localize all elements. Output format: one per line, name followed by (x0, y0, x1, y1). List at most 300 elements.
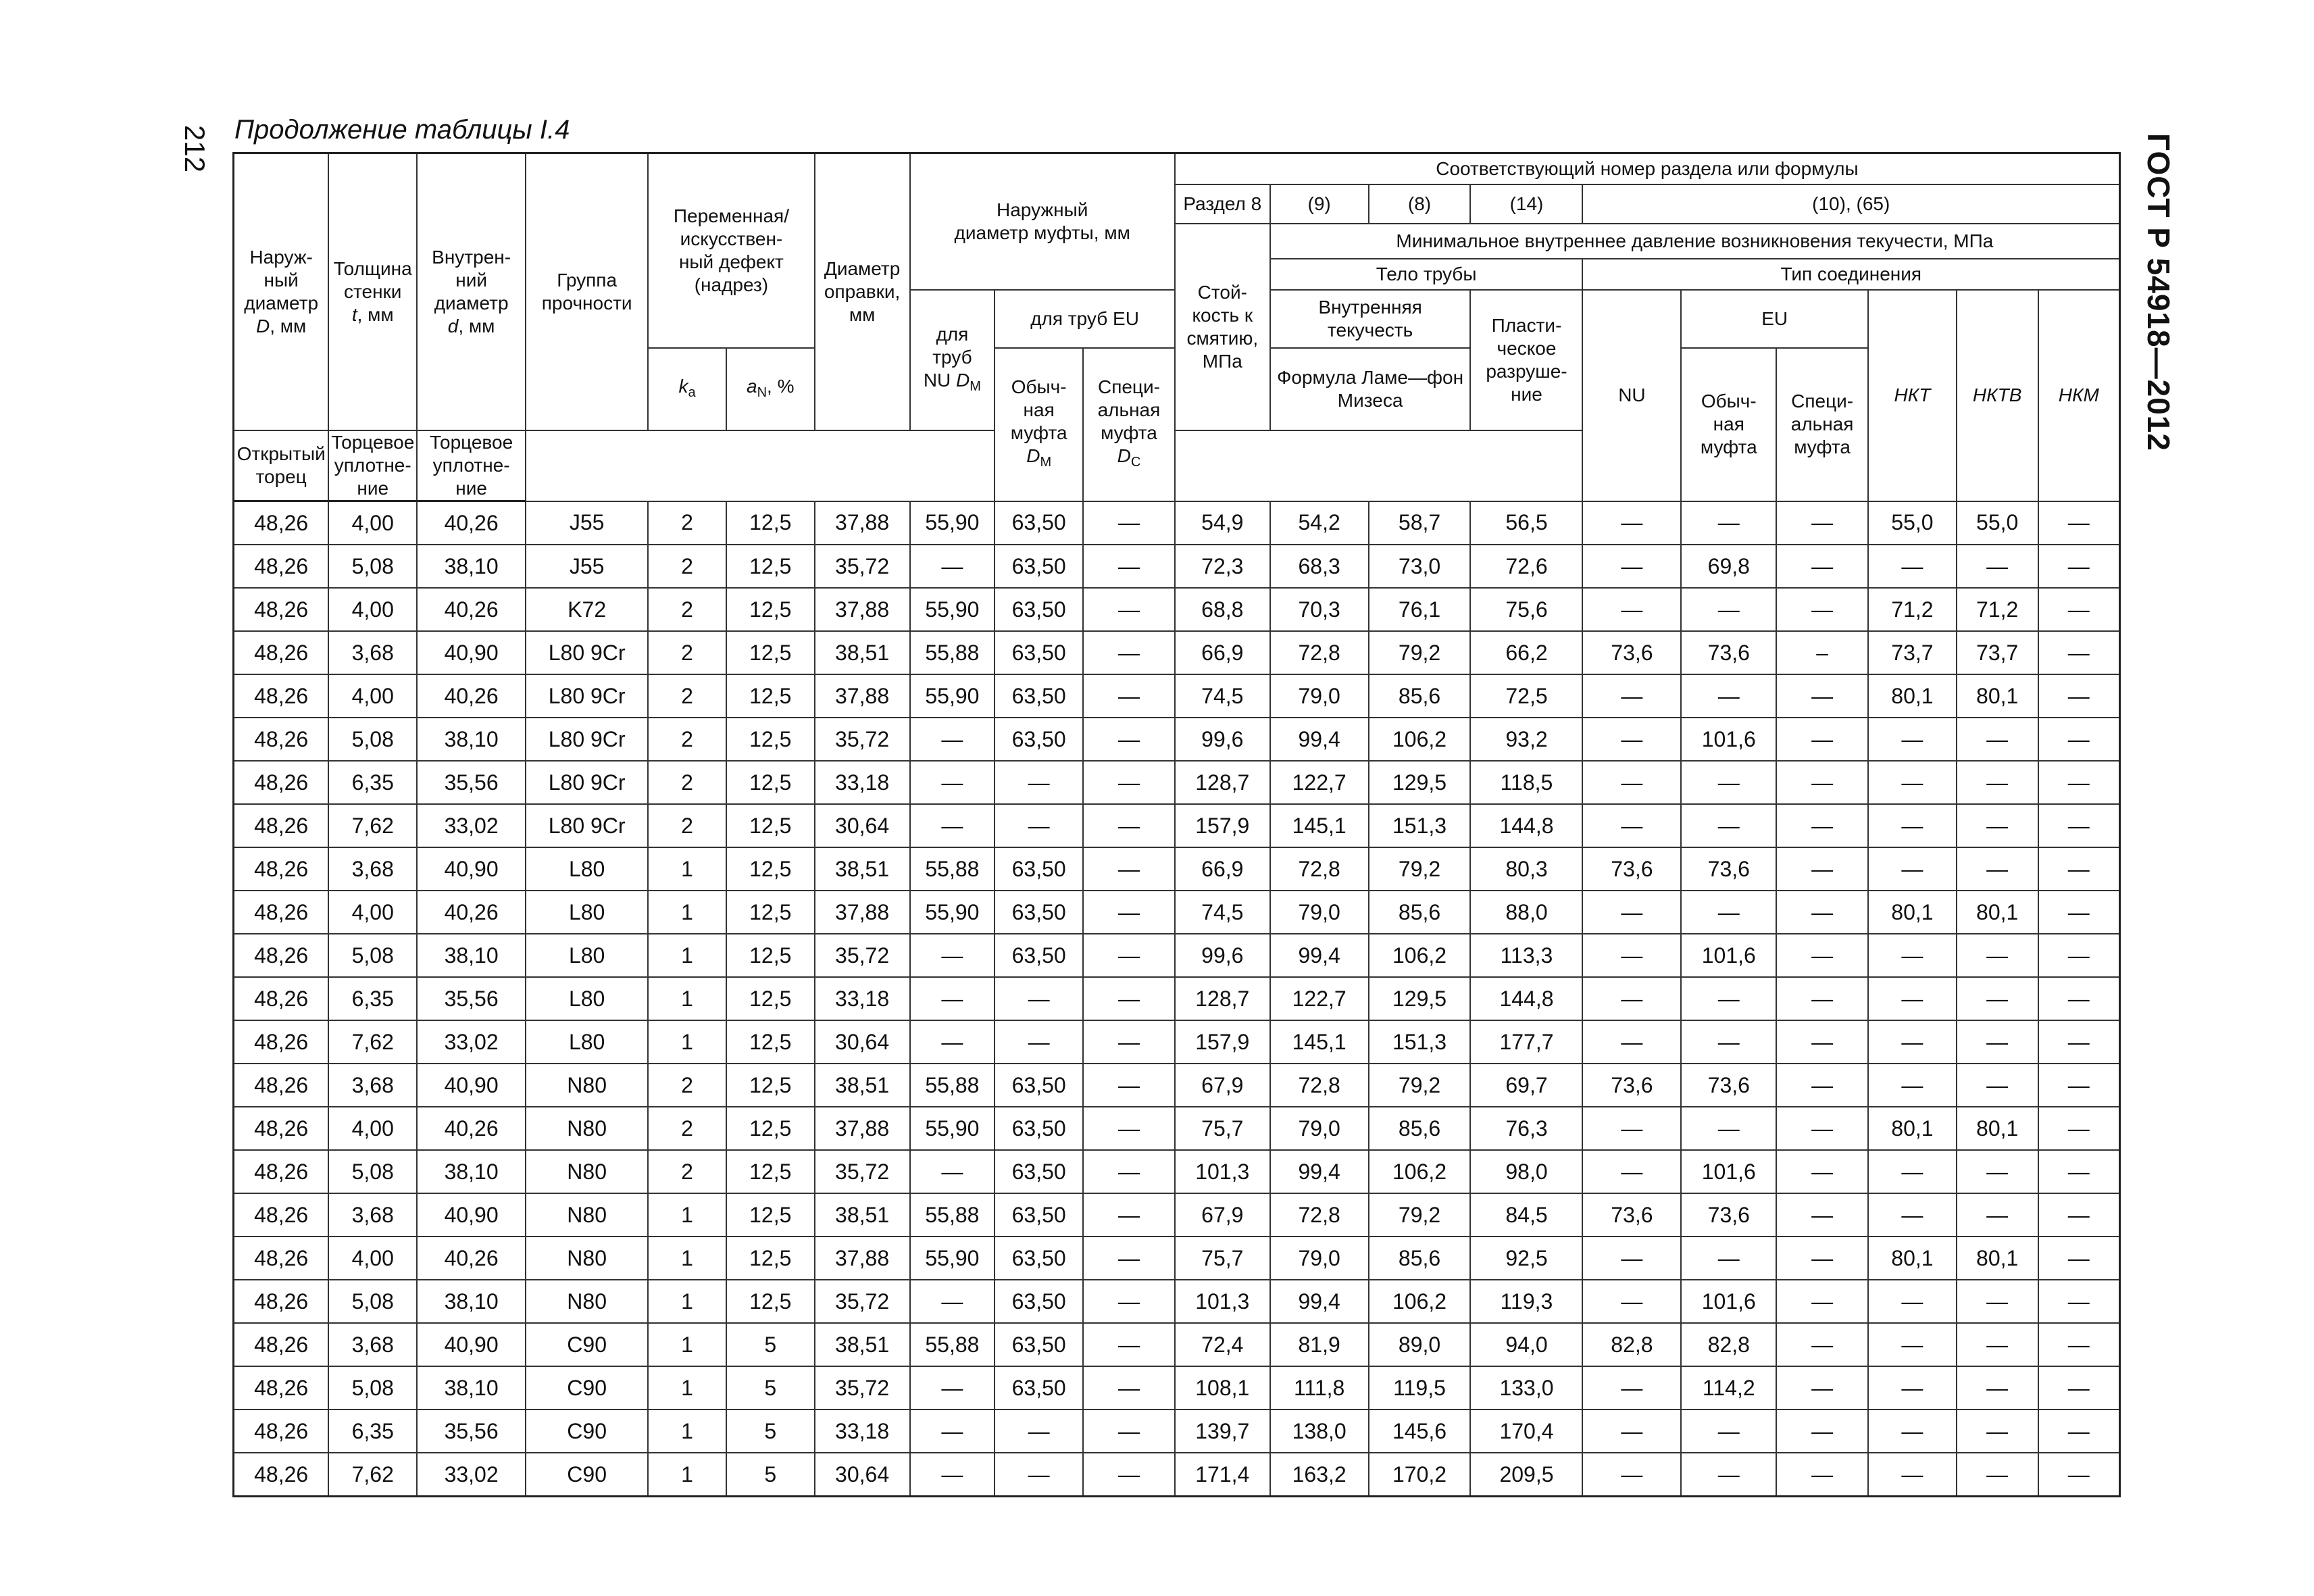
table-cell: 38,10 (417, 545, 526, 588)
table-cell: 12,5 (726, 761, 815, 804)
header-outer-diameter: Наруж- ный диаметр D, мм (234, 153, 329, 431)
table-cell: 170,2 (1369, 1453, 1471, 1497)
header-nktv: НКТВ (1957, 290, 2038, 501)
table-cell: 73,7 (1868, 631, 1957, 674)
table-cell: 80,1 (1957, 1107, 2038, 1150)
table-cell: C90 (526, 1366, 648, 1410)
table-cell: 7,62 (328, 1453, 417, 1497)
table-cell: — (1868, 847, 1957, 891)
table-cell: — (1582, 1366, 1681, 1410)
table-cell: 101,3 (1175, 1280, 1270, 1323)
header-special-coupling: Специ- альная муфта $D_C$ (1083, 348, 1175, 501)
table-cell: 38,51 (815, 1064, 910, 1107)
table-cell: 63,50 (995, 501, 1083, 545)
header-collapse-resistance: Стой- кость к смятию, МПа (1175, 224, 1270, 430)
table-cell: 80,1 (1868, 1237, 1957, 1280)
table-cell: — (2038, 847, 2120, 891)
header-end-seal: Торцевое уплотне- ние (328, 430, 417, 501)
table-cell: — (1582, 1280, 1681, 1323)
table-cell: — (1957, 1150, 2038, 1193)
table-cell: 99,4 (1270, 1280, 1369, 1323)
table-cell: L80 9Cr (526, 718, 648, 761)
table-cell: 63,50 (995, 1150, 1083, 1193)
table-cell: — (1083, 1323, 1175, 1366)
table-cell: 12,5 (726, 718, 815, 761)
table-row (234, 545, 2120, 588)
table-cell: 63,50 (995, 1237, 1083, 1280)
table-cell: 55,88 (910, 1193, 995, 1237)
table-cell: 1 (648, 1280, 726, 1323)
table-cell: — (1582, 1410, 1681, 1453)
header-pipe-body: Тело трубы (1270, 259, 1583, 290)
header-nkt: НКТ (1868, 290, 1957, 501)
table-cell: 2 (648, 1150, 726, 1193)
table-cell: 89,0 (1369, 1323, 1471, 1366)
table-cell: 2 (648, 674, 726, 718)
table-cell: 72,5 (1470, 674, 1582, 718)
table-cell: 30,64 (815, 1453, 910, 1497)
table-cell: 55,88 (910, 1064, 995, 1107)
table-cell: 48,26 (234, 1064, 329, 1107)
table-cell: N80 (526, 1237, 648, 1280)
table-cell: — (1957, 545, 2038, 588)
table-cell: 48,26 (234, 1410, 329, 1453)
table-cell: 80,1 (1868, 891, 1957, 934)
table-cell: 111,8 (1270, 1366, 1369, 1410)
table-cell: L80 9Cr (526, 804, 648, 847)
table-cell: 7,62 (328, 1020, 417, 1064)
header-eu-regular-coupling: Обыч- ная муфта (1681, 348, 1776, 501)
table-cell: 2 (648, 761, 726, 804)
table-cell: 37,88 (815, 674, 910, 718)
table-cell: 119,3 (1470, 1280, 1582, 1323)
table-cell: L80 9Cr (526, 631, 648, 674)
table-cell: 48,26 (234, 545, 329, 588)
table-cell: 38,51 (815, 631, 910, 674)
table-cell: 92,5 (1470, 1237, 1582, 1280)
table-cell: 12,5 (726, 1107, 815, 1150)
table-cell: — (1776, 847, 1868, 891)
table-cell: 40,26 (417, 1237, 526, 1280)
table-cell: — (1083, 1107, 1175, 1150)
table-cell: — (2038, 891, 2120, 934)
table-cell: 48,26 (234, 1366, 329, 1410)
table-cell: 98,0 (1470, 1150, 1582, 1193)
table-cell: 33,02 (417, 1453, 526, 1497)
table-cell: 1 (648, 1237, 726, 1280)
table-cell: — (1582, 1150, 1681, 1193)
table-cell: N80 (526, 1150, 648, 1193)
table-cell: — (1776, 545, 1868, 588)
table-cell: — (1083, 1453, 1175, 1497)
table-cell: 48,26 (234, 847, 329, 891)
table-cell: 38,10 (417, 934, 526, 977)
table-cell: 82,8 (1582, 1323, 1681, 1366)
table-cell: 81,9 (1270, 1323, 1369, 1366)
table-cell: 2 (648, 1107, 726, 1150)
table-cell: 33,02 (417, 804, 526, 847)
table-cell: 48,26 (234, 761, 329, 804)
table-cell: — (1776, 761, 1868, 804)
table-cell: — (1083, 891, 1175, 934)
table-cell: 12,5 (726, 588, 815, 631)
table-cell: 12,5 (726, 1020, 815, 1064)
table-cell: — (2038, 1280, 2120, 1323)
table-cell: 33,18 (815, 1410, 910, 1453)
table-cell: 37,88 (815, 501, 910, 545)
table-cell: L80 (526, 934, 648, 977)
table-cell: — (1776, 1193, 1868, 1237)
table-cell: 72,8 (1270, 847, 1369, 891)
table-cell: 84,5 (1470, 1193, 1582, 1237)
table-cell: L80 (526, 977, 648, 1020)
table-cell: 157,9 (1175, 804, 1270, 847)
table-cell: 6,35 (328, 761, 417, 804)
table-row (234, 1193, 2120, 1237)
table-cell: C90 (526, 1323, 648, 1366)
table-cell: — (910, 1410, 995, 1453)
table-cell: — (910, 1453, 995, 1497)
header-nkm: НКМ (2038, 290, 2120, 501)
table-cell: — (1957, 977, 2038, 1020)
table-cell: 80,1 (1957, 891, 2038, 934)
header-plastic-end-seal: Торцевое уплотне- ние (417, 430, 526, 501)
table-cell: 5,08 (328, 1280, 417, 1323)
table-cell: 73,6 (1582, 631, 1681, 674)
table-cell: — (2038, 1323, 2120, 1366)
table-cell: 55,90 (910, 1107, 995, 1150)
table-cell: 55,88 (910, 847, 995, 891)
table-cell: — (2038, 545, 2120, 588)
table-body (234, 501, 2120, 1497)
table-row (234, 1410, 2120, 1453)
table-cell: — (2038, 718, 2120, 761)
table-cell: 35,72 (815, 1150, 910, 1193)
table-cell: — (2038, 674, 2120, 718)
table-cell: 48,26 (234, 891, 329, 934)
table-row (234, 588, 2120, 631)
standard-label: ГОСТ Р 54918—2012 (2141, 133, 2176, 451)
table-cell: 1 (648, 847, 726, 891)
table-cell: 66,2 (1470, 631, 1582, 674)
header-an: $a_N$, % (726, 348, 815, 430)
table-cell: — (1868, 1453, 1957, 1497)
table-cell: 1 (648, 1193, 726, 1237)
header-coupling-diameter: Наружный диаметр муфты, мм (910, 153, 1175, 291)
table-cell: 79,2 (1369, 1193, 1471, 1237)
table-cell: 101,6 (1681, 1150, 1776, 1193)
table-cell: — (910, 1280, 995, 1323)
header-lame-mises: Формула Ламе—фон Мизеса (1270, 348, 1471, 430)
table-cell: — (1582, 501, 1681, 545)
table-cell: 209,5 (1470, 1453, 1582, 1497)
table-cell: 5 (726, 1366, 815, 1410)
table-cell: 72,8 (1270, 631, 1369, 674)
table-cell: 4,00 (328, 588, 417, 631)
table-cell: J55 (526, 501, 648, 545)
table-cell: 38,10 (417, 1280, 526, 1323)
table-cell: 63,50 (995, 1064, 1083, 1107)
table-cell: 88,0 (1470, 891, 1582, 934)
table-cell: — (1868, 1410, 1957, 1453)
table-cell: — (910, 1150, 995, 1193)
table-cell: 55,90 (910, 588, 995, 631)
table-cell: — (1083, 847, 1175, 891)
table-cell: — (2038, 501, 2120, 545)
table-cell: — (1776, 934, 1868, 977)
table-cell: 79,2 (1369, 631, 1471, 674)
table-cell: 12,5 (726, 545, 815, 588)
table-cell: 3,68 (328, 1064, 417, 1107)
table-cell: 79,0 (1270, 1237, 1369, 1280)
table-cell: — (910, 545, 995, 588)
table-cell: 1 (648, 1020, 726, 1064)
table-cell: — (2038, 977, 2120, 1020)
table-cell: 63,50 (995, 631, 1083, 674)
table-cell: 7,62 (328, 804, 417, 847)
table-cell: 35,72 (815, 1366, 910, 1410)
header-connection-type: Тип соединения (1582, 259, 2119, 290)
table-cell: — (1083, 501, 1175, 545)
table-cell: — (1582, 891, 1681, 934)
table-cell: N80 (526, 1280, 648, 1323)
table-cell: 33,02 (417, 1020, 526, 1064)
table-cell: 119,5 (1369, 1366, 1471, 1410)
table-cell: 40,90 (417, 1193, 526, 1237)
table-row (234, 1366, 2120, 1410)
table-cell: 151,3 (1369, 804, 1471, 847)
table-cell: 63,50 (995, 545, 1083, 588)
table-cell: — (1957, 804, 2038, 847)
table-cell: — (1582, 545, 1681, 588)
table-cell: 3,68 (328, 847, 417, 891)
table-cell: 12,5 (726, 1064, 815, 1107)
table-cell: 99,4 (1270, 1150, 1369, 1193)
header-ka: $k_a$ (648, 348, 726, 430)
table-cell: 35,72 (815, 934, 910, 977)
table-cell: — (910, 718, 995, 761)
header-eu: EU (1681, 290, 1868, 348)
table-cell: 48,26 (234, 588, 329, 631)
table-cell: 157,9 (1175, 1020, 1270, 1064)
table-cell: — (1083, 1150, 1175, 1193)
table-cell: 63,50 (995, 847, 1083, 891)
table-cell: — (2038, 934, 2120, 977)
table-cell: C90 (526, 1453, 648, 1497)
table-cell: — (1957, 761, 2038, 804)
table-row (234, 934, 2120, 977)
table-cell: 113,3 (1470, 934, 1582, 977)
table-cell: 33,18 (815, 977, 910, 1020)
table-cell: — (1776, 804, 1868, 847)
table-cell: — (1776, 1107, 1868, 1150)
table-cell: 80,1 (1957, 674, 2038, 718)
table-cell: 1 (648, 1410, 726, 1453)
table-cell: 2 (648, 545, 726, 588)
table-cell: 79,0 (1270, 674, 1369, 718)
table-cell: — (1681, 804, 1776, 847)
table-cell: 122,7 (1270, 977, 1369, 1020)
table-row (234, 1150, 2120, 1193)
table-cell: 48,26 (234, 501, 329, 545)
table-cell: 40,26 (417, 588, 526, 631)
header-regular-coupling: Обыч- ная муфта $D_M$ (995, 348, 1083, 501)
table-cell: 1 (648, 1323, 726, 1366)
table-cell: 133,0 (1470, 1366, 1582, 1410)
table-cell: 1 (648, 934, 726, 977)
table-cell: 48,26 (234, 1280, 329, 1323)
table-cell: 80,1 (1868, 1107, 1957, 1150)
table-cell: — (2038, 761, 2120, 804)
table-cell: — (1957, 1410, 2038, 1453)
table-cell: 5,08 (328, 718, 417, 761)
table-cell: 40,26 (417, 501, 526, 545)
table-cell: — (1957, 1453, 2038, 1497)
table-cell: 85,6 (1369, 891, 1471, 934)
table-cell: 73,6 (1582, 1064, 1681, 1107)
table-cell: — (1083, 1064, 1175, 1107)
table-cell: — (910, 804, 995, 847)
table-cell: — (1681, 977, 1776, 1020)
table-cell: — (1083, 631, 1175, 674)
table-cell: — (995, 977, 1083, 1020)
table-cell: — (1776, 501, 1868, 545)
header-formula-14: (14) (1470, 184, 1582, 224)
table-cell: — (1868, 1020, 1957, 1064)
table-cell: — (1681, 501, 1776, 545)
table-cell: — (1868, 718, 1957, 761)
table-cell: 122,7 (1270, 761, 1369, 804)
table-cell: 71,2 (1868, 588, 1957, 631)
table-cell: 40,90 (417, 1064, 526, 1107)
table-cell: — (2038, 1237, 2120, 1280)
table-cell: 5,08 (328, 934, 417, 977)
table-cell: 67,9 (1175, 1064, 1270, 1107)
table-cell: 99,4 (1270, 718, 1369, 761)
table-cell: 48,26 (234, 977, 329, 1020)
table-cell: — (2038, 1366, 2120, 1410)
table-cell: 69,7 (1470, 1064, 1582, 1107)
table-cell: 73,7 (1957, 631, 2038, 674)
table-cell: 2 (648, 718, 726, 761)
table-cell: — (1582, 977, 1681, 1020)
table-cell: 40,90 (417, 1323, 526, 1366)
table-cell: 37,88 (815, 891, 910, 934)
table-cell: 12,5 (726, 804, 815, 847)
table-cell: — (1868, 934, 1957, 977)
table-cell: 48,26 (234, 1020, 329, 1064)
table-cell: 48,26 (234, 1150, 329, 1193)
table-row (234, 501, 2120, 545)
table-cell: 38,10 (417, 718, 526, 761)
table-cell: 71,2 (1957, 588, 2038, 631)
table-cell: — (910, 1020, 995, 1064)
table-cell: 5,08 (328, 1150, 417, 1193)
header-eu-special-coupling: Специ- альная муфта (1776, 348, 1868, 501)
table-cell: 75,6 (1470, 588, 1582, 631)
header-inner-diameter: Внутрен- ний диаметр d, мм (417, 153, 526, 431)
table-row (234, 847, 2120, 891)
table-cell: — (1681, 891, 1776, 934)
table-cell: 6,35 (328, 1410, 417, 1453)
table-cell: 1 (648, 891, 726, 934)
table-cell: 66,9 (1175, 847, 1270, 891)
table-cell: — (1868, 977, 1957, 1020)
table-cell: — (1776, 1150, 1868, 1193)
table-cell: 3,68 (328, 1323, 417, 1366)
table-cell: 93,2 (1470, 718, 1582, 761)
table-cell: 63,50 (995, 891, 1083, 934)
table-cell: 151,3 (1369, 1020, 1471, 1064)
table-row (234, 674, 2120, 718)
table-cell: 99,4 (1270, 934, 1369, 977)
table-cell: 69,8 (1681, 545, 1776, 588)
table-cell: 68,3 (1270, 545, 1369, 588)
table-cell: — (2038, 1064, 2120, 1107)
table-cell: 4,00 (328, 674, 417, 718)
table-cell: — (2038, 804, 2120, 847)
table-cell: — (1957, 1193, 2038, 1237)
table-cell: 12,5 (726, 631, 815, 674)
table-cell: 170,4 (1470, 1410, 1582, 1453)
table-cell: 37,88 (815, 1237, 910, 1280)
header-corresponding-section: Соответствующий номер раздела или формулы (1175, 153, 2120, 185)
table-cell: — (1582, 804, 1681, 847)
table-cell: — (1868, 1193, 1957, 1237)
table-cell: 12,5 (726, 1237, 815, 1280)
header-strength-group: Группа прочности (526, 153, 648, 431)
table-cell: — (1083, 1237, 1175, 1280)
table-cell: 5 (726, 1323, 815, 1366)
table-cell: 40,26 (417, 674, 526, 718)
header-formula-10-65: (10), (65) (1582, 184, 2119, 224)
table-cell: — (1776, 718, 1868, 761)
table-cell: 72,4 (1175, 1323, 1270, 1366)
table-cell: — (2038, 1150, 2120, 1193)
table-cell: 72,3 (1175, 545, 1270, 588)
table-cell: 101,3 (1175, 1150, 1270, 1193)
table-cell: 63,50 (995, 718, 1083, 761)
table-cell: N80 (526, 1193, 648, 1237)
table-cell: — (1957, 1366, 2038, 1410)
table-row (234, 631, 2120, 674)
table-cell: — (1083, 674, 1175, 718)
table-cell: 5 (726, 1410, 815, 1453)
table-cell: 56,5 (1470, 501, 1582, 545)
table-cell: — (1868, 1280, 1957, 1323)
table-row (234, 804, 2120, 847)
table-header (234, 153, 2120, 501)
table-cell: 72,8 (1270, 1193, 1369, 1237)
table-cell: 144,8 (1470, 977, 1582, 1020)
header-formula-8: (8) (1369, 184, 1471, 224)
table-cell: 35,72 (815, 718, 910, 761)
table-cell: 3,68 (328, 1193, 417, 1237)
table-cell: 55,88 (910, 1323, 995, 1366)
table-cell: 171,4 (1175, 1453, 1270, 1497)
table-cell: 12,5 (726, 1150, 815, 1193)
table-cell: 12,5 (726, 977, 815, 1020)
table-cell: — (1083, 934, 1175, 977)
table-cell: — (1582, 588, 1681, 631)
table-cell: — (2038, 1193, 2120, 1237)
table-cell: 35,56 (417, 1410, 526, 1453)
table-cell: 1 (648, 1366, 726, 1410)
table-cell: 73,6 (1681, 847, 1776, 891)
table-cell: 5,08 (328, 545, 417, 588)
table-cell: 35,72 (815, 545, 910, 588)
table-cell: — (1776, 1366, 1868, 1410)
